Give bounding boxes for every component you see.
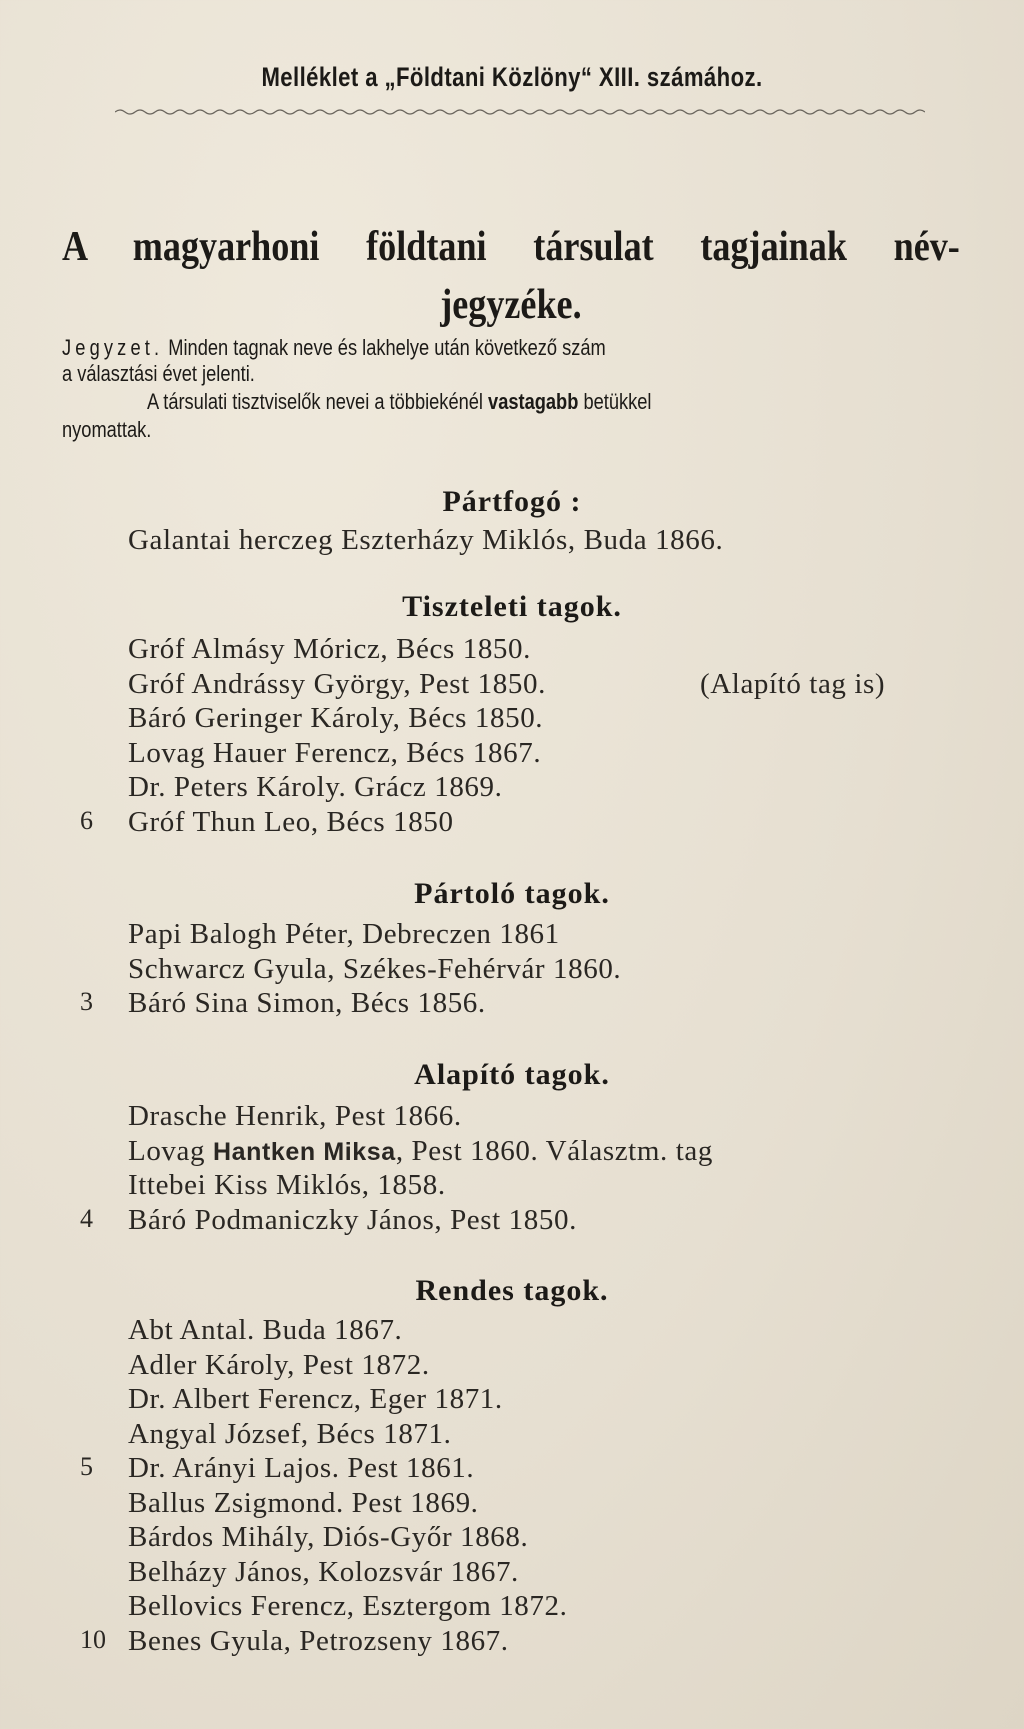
entry-rest: , Pest 1860. Választm. tag xyxy=(395,1134,713,1167)
entry-text: Lovag Hauer Ferencz, Bécs 1867. xyxy=(128,736,542,769)
entry-text: Bárdos Mihály, Diós-Győr 1868. xyxy=(128,1521,529,1553)
note-line-3 xyxy=(147,389,1024,415)
note-text-3b: betükkel xyxy=(578,389,652,414)
entry-text: Dr. Albert Ferencz, Eger 1871. xyxy=(128,1383,503,1415)
note-line-4: nyomattak. xyxy=(62,417,152,442)
entry-count-number: 6 xyxy=(80,805,93,835)
entry-text: Papi Balogh Péter, Debreczen 1861 xyxy=(128,918,560,950)
title-line-2: jegyzéke. xyxy=(440,282,582,328)
entry-text: Báró Podmaniczky János, Pest 1850. xyxy=(128,1203,577,1236)
document-title xyxy=(62,218,960,334)
note-line-1 xyxy=(62,335,942,361)
section-heading-supporting: Pártoló tagok. xyxy=(414,877,610,910)
entry-text: Báró Sina Simon, Bécs 1856. xyxy=(128,987,486,1019)
note-text-1: Minden tagnak neve és lakhelye után következő szám xyxy=(163,335,606,360)
entry-text: Ballus Zsigmond. Pest 1869. xyxy=(128,1486,479,1519)
entry-count-number: 5 xyxy=(80,1452,93,1481)
entry-text: Drasche Henrik, Pest 1866. xyxy=(128,1100,462,1132)
entry-text: Adler Károly, Pest 1872. xyxy=(128,1348,430,1381)
officer-name: Hantken Miksa xyxy=(212,1137,396,1166)
note-label: Jegyzet. xyxy=(62,335,164,360)
note-line-2: a választási évet jelenti. xyxy=(62,361,255,386)
note-bold-word: vastagabb xyxy=(488,389,579,414)
entry-count-number: 10 xyxy=(80,1624,106,1654)
entry-count-number: 4 xyxy=(80,1203,93,1233)
entry-text: Galantai herczeg Eszterházy Miklós, Buda 1866. xyxy=(128,524,724,556)
entry-text xyxy=(128,1135,713,1168)
section-heading-honorary: Tiszteleti tagok. xyxy=(402,590,622,623)
section-heading-founding: Alapító tagok. xyxy=(414,1058,610,1091)
entry-text: Báró Geringer Károly, Bécs 1850. xyxy=(128,702,544,734)
entry-title-prefix: Lovag xyxy=(128,1134,213,1167)
appendix-header: Melléklet a „Földtani Közlöny“ XIII. számához. xyxy=(261,62,763,92)
entry-text: Dr. Arányi Lajos. Pest 1861. xyxy=(128,1452,475,1484)
entry-count-number: 3 xyxy=(80,987,93,1016)
entry-text: Angyal József, Bécs 1871. xyxy=(128,1417,452,1450)
entry-text: Gróf Andrássy György, Pest 1850. xyxy=(128,667,546,700)
entry-text: Ittebei Kiss Miklós, 1858. xyxy=(128,1169,446,1201)
section-heading-patron: Pártfogó : xyxy=(442,485,582,518)
note-text-3a: A társulati tisztviselők nevei a többiekénél xyxy=(147,389,489,414)
entry-text: Belházy János, Kolozsvár 1867. xyxy=(128,1555,519,1588)
entry-remark: (Alapító tag is) xyxy=(700,667,886,700)
entry-text: Gróf Almásy Móricz, Bécs 1850. xyxy=(128,633,531,665)
decorative-rule xyxy=(115,108,925,116)
entry-text: Gróf Thun Leo, Bécs 1850 xyxy=(128,805,454,838)
entry-text: Dr. Peters Károly. Grácz 1869. xyxy=(128,771,503,803)
entry-text: Schwarcz Gyula, Székes-Fehérvár 1860. xyxy=(128,952,622,985)
entry-text: Abt Antal. Buda 1867. xyxy=(128,1314,403,1346)
section-heading-regular: Rendes tagok. xyxy=(415,1274,609,1307)
title-line-1: A magyarhoni földtani társulat tagjainak név- xyxy=(62,224,960,270)
entry-text: Bellovics Ferencz, Esztergom 1872. xyxy=(128,1590,568,1622)
entry-text: Benes Gyula, Petrozseny 1867. xyxy=(128,1624,509,1657)
